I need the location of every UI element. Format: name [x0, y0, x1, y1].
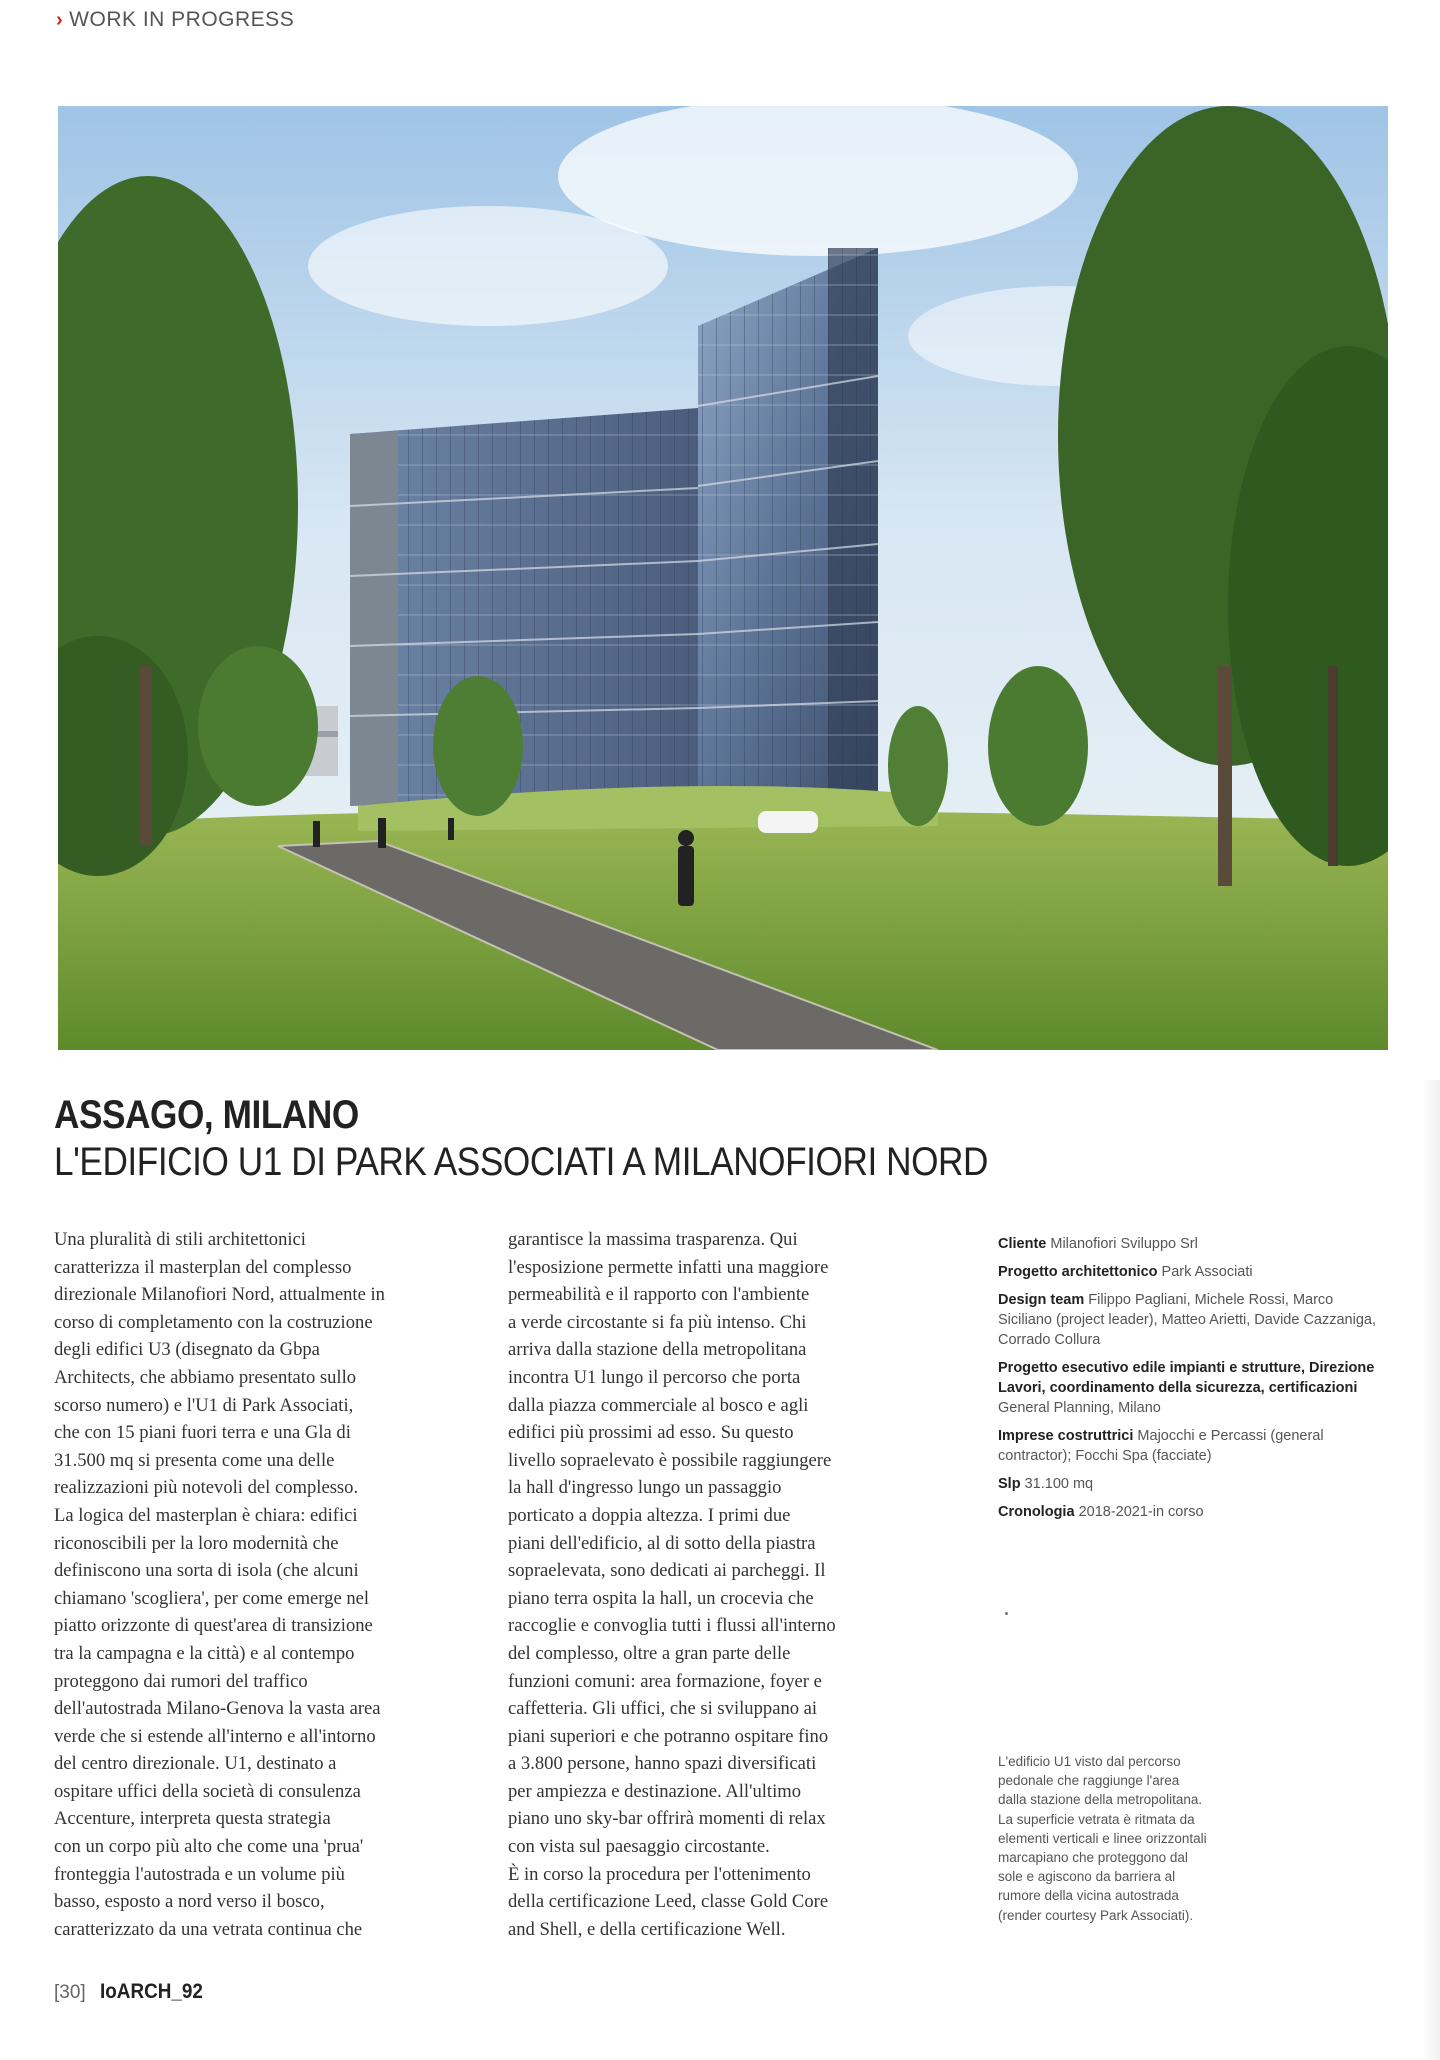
- headline-subtitle: L'EDIFICIO U1 DI PARK ASSOCIATI A MILANOFIORI NORD: [54, 1140, 989, 1184]
- credit-entry: Cliente Milanofiori Sviluppo Srl: [998, 1236, 1198, 1252]
- body-column-1: [54, 1226, 494, 1943]
- headline-place: ASSAGO, MILANO: [54, 1093, 359, 1137]
- credit-entry: Progetto esecutivo edile impianti e strutture, Direzione Lavori, coordinamento della sicurezza, certificazioni General Planning, Milano: [998, 1360, 1375, 1416]
- image-caption: L'edificio U1 visto dal percorso pedonale che raggiunge l'area dalla stazione della metropolitana. La superficie vetrata è ritmata da elementi verticali e linee orizzontali marcapiano che proteggono dal sole e agiscono da barriera al rumore della vicina autostrada (render courtesy Park Associati).: [998, 1754, 1207, 1923]
- page-footer: [54, 1980, 214, 2004]
- page-number: [30]: [54, 1982, 86, 2003]
- magazine-issue: IoARCH_92: [99, 1980, 203, 2003]
- chevron-right-icon: ›: [56, 8, 64, 31]
- body-paragraph: garantisce la massima trasparenza. Qui l'esposizione permette infatti una maggiore permeabilità e il rapporto con l'ambiente a verde circostante si fa più intenso. Chi arriva dalla stazione della metropolitana incontra U1 lungo il percorso che porta dalla piazza commerciale al bosco e agli edifici più prossimi ad esso. Su questo livello sopraelevato è possibile raggiungere la hall d'ingresso lungo un passaggio porticato a doppia altezza. I primi due piani dell'edificio, al di sotto della piastra sopraelevata, sono dedicati ai parcheggi. Il piano terra ospita la hall, un crocevia che raccoglie e convoglia tutti i flussi all'interno del complesso, oltre a gran parte delle funzioni comuni: area formazione, foyer e caffetteria. Gli uffici, che si sviluppano ai piani superiori e che potranno ospitare fino a 3.800 persone, hanno spazi diversificati per ampiezza e destinazione. All'ultimo piano uno sky-bar offrirà momenti di relax con vista sul paesaggio circostante. È in corso la procedura per l'ottenimento della certificazione Leed, classe Gold Core and Shell, e della certificazione Well.: [508, 1229, 836, 1940]
- section-tag-label: WORK IN PROGRESS: [69, 8, 295, 31]
- body-paragraph: Una pluralità di stili architettonici caratterizza il masterplan del complesso direzionale Milanofiori Nord, attualmente in corso di completamento con la costruzione degli edifici U3 (disegnato da Gbpa Architects, che abbiamo presentato sullo scorso numero) e l'U1 di Park Associati, che con 15 piani fuori terra e una Gla di 31.500 mq si presenta come una delle realizzazioni più notevoli del complesso. La logica del masterplan è chiara: edifici riconoscibili per la loro modernità che definiscono una sorta di isola (che alcuni chiamano 'scogliera', per come emerge nel piatto orizzonte di quest'area di transizione tra la campagna e la città) e al contempo proteggono dai rumori del traffico dell'autostrada Milano-Genova la vasta area verde che si estende all'interno e all'intorno del centro direzionale. U1, destinato a ospitare uffici della società di consulenza Accenture, interpreta questa strategia con un corpo più alto che come una 'prua' fronteggia l'autostrada e un volume più basso, esposto a nord verso il bosco, caratterizzato da una vetrata continua che: [54, 1229, 385, 1940]
- building-render: [58, 106, 1388, 1050]
- credit-entry: Cronologia 2018-2021-in corso: [998, 1504, 1204, 1520]
- credit-entry: Progetto architettonico Park Associati: [998, 1264, 1253, 1280]
- body-column-2: [508, 1226, 948, 1943]
- page-edge-shadow: [1422, 1080, 1440, 2060]
- hero-render-image: [58, 106, 1388, 1050]
- article-headline: [54, 1092, 1354, 1186]
- credit-entry: Design team Filippo Pagliani, Michele Rossi, Marco Siciliano (project leader), Matteo Arietti, Davide Cazzaniga, Corrado Collura: [998, 1292, 1376, 1348]
- section-tag: [56, 8, 294, 32]
- credit-entry: Imprese costruttrici Majocchi e Percassi (general contractor); Focchi Spa (facciate): [998, 1428, 1324, 1464]
- project-credits: [998, 1234, 1388, 1530]
- bullet-dot: [1005, 1612, 1008, 1615]
- credit-entry: Slp 31.100 mq: [998, 1476, 1094, 1492]
